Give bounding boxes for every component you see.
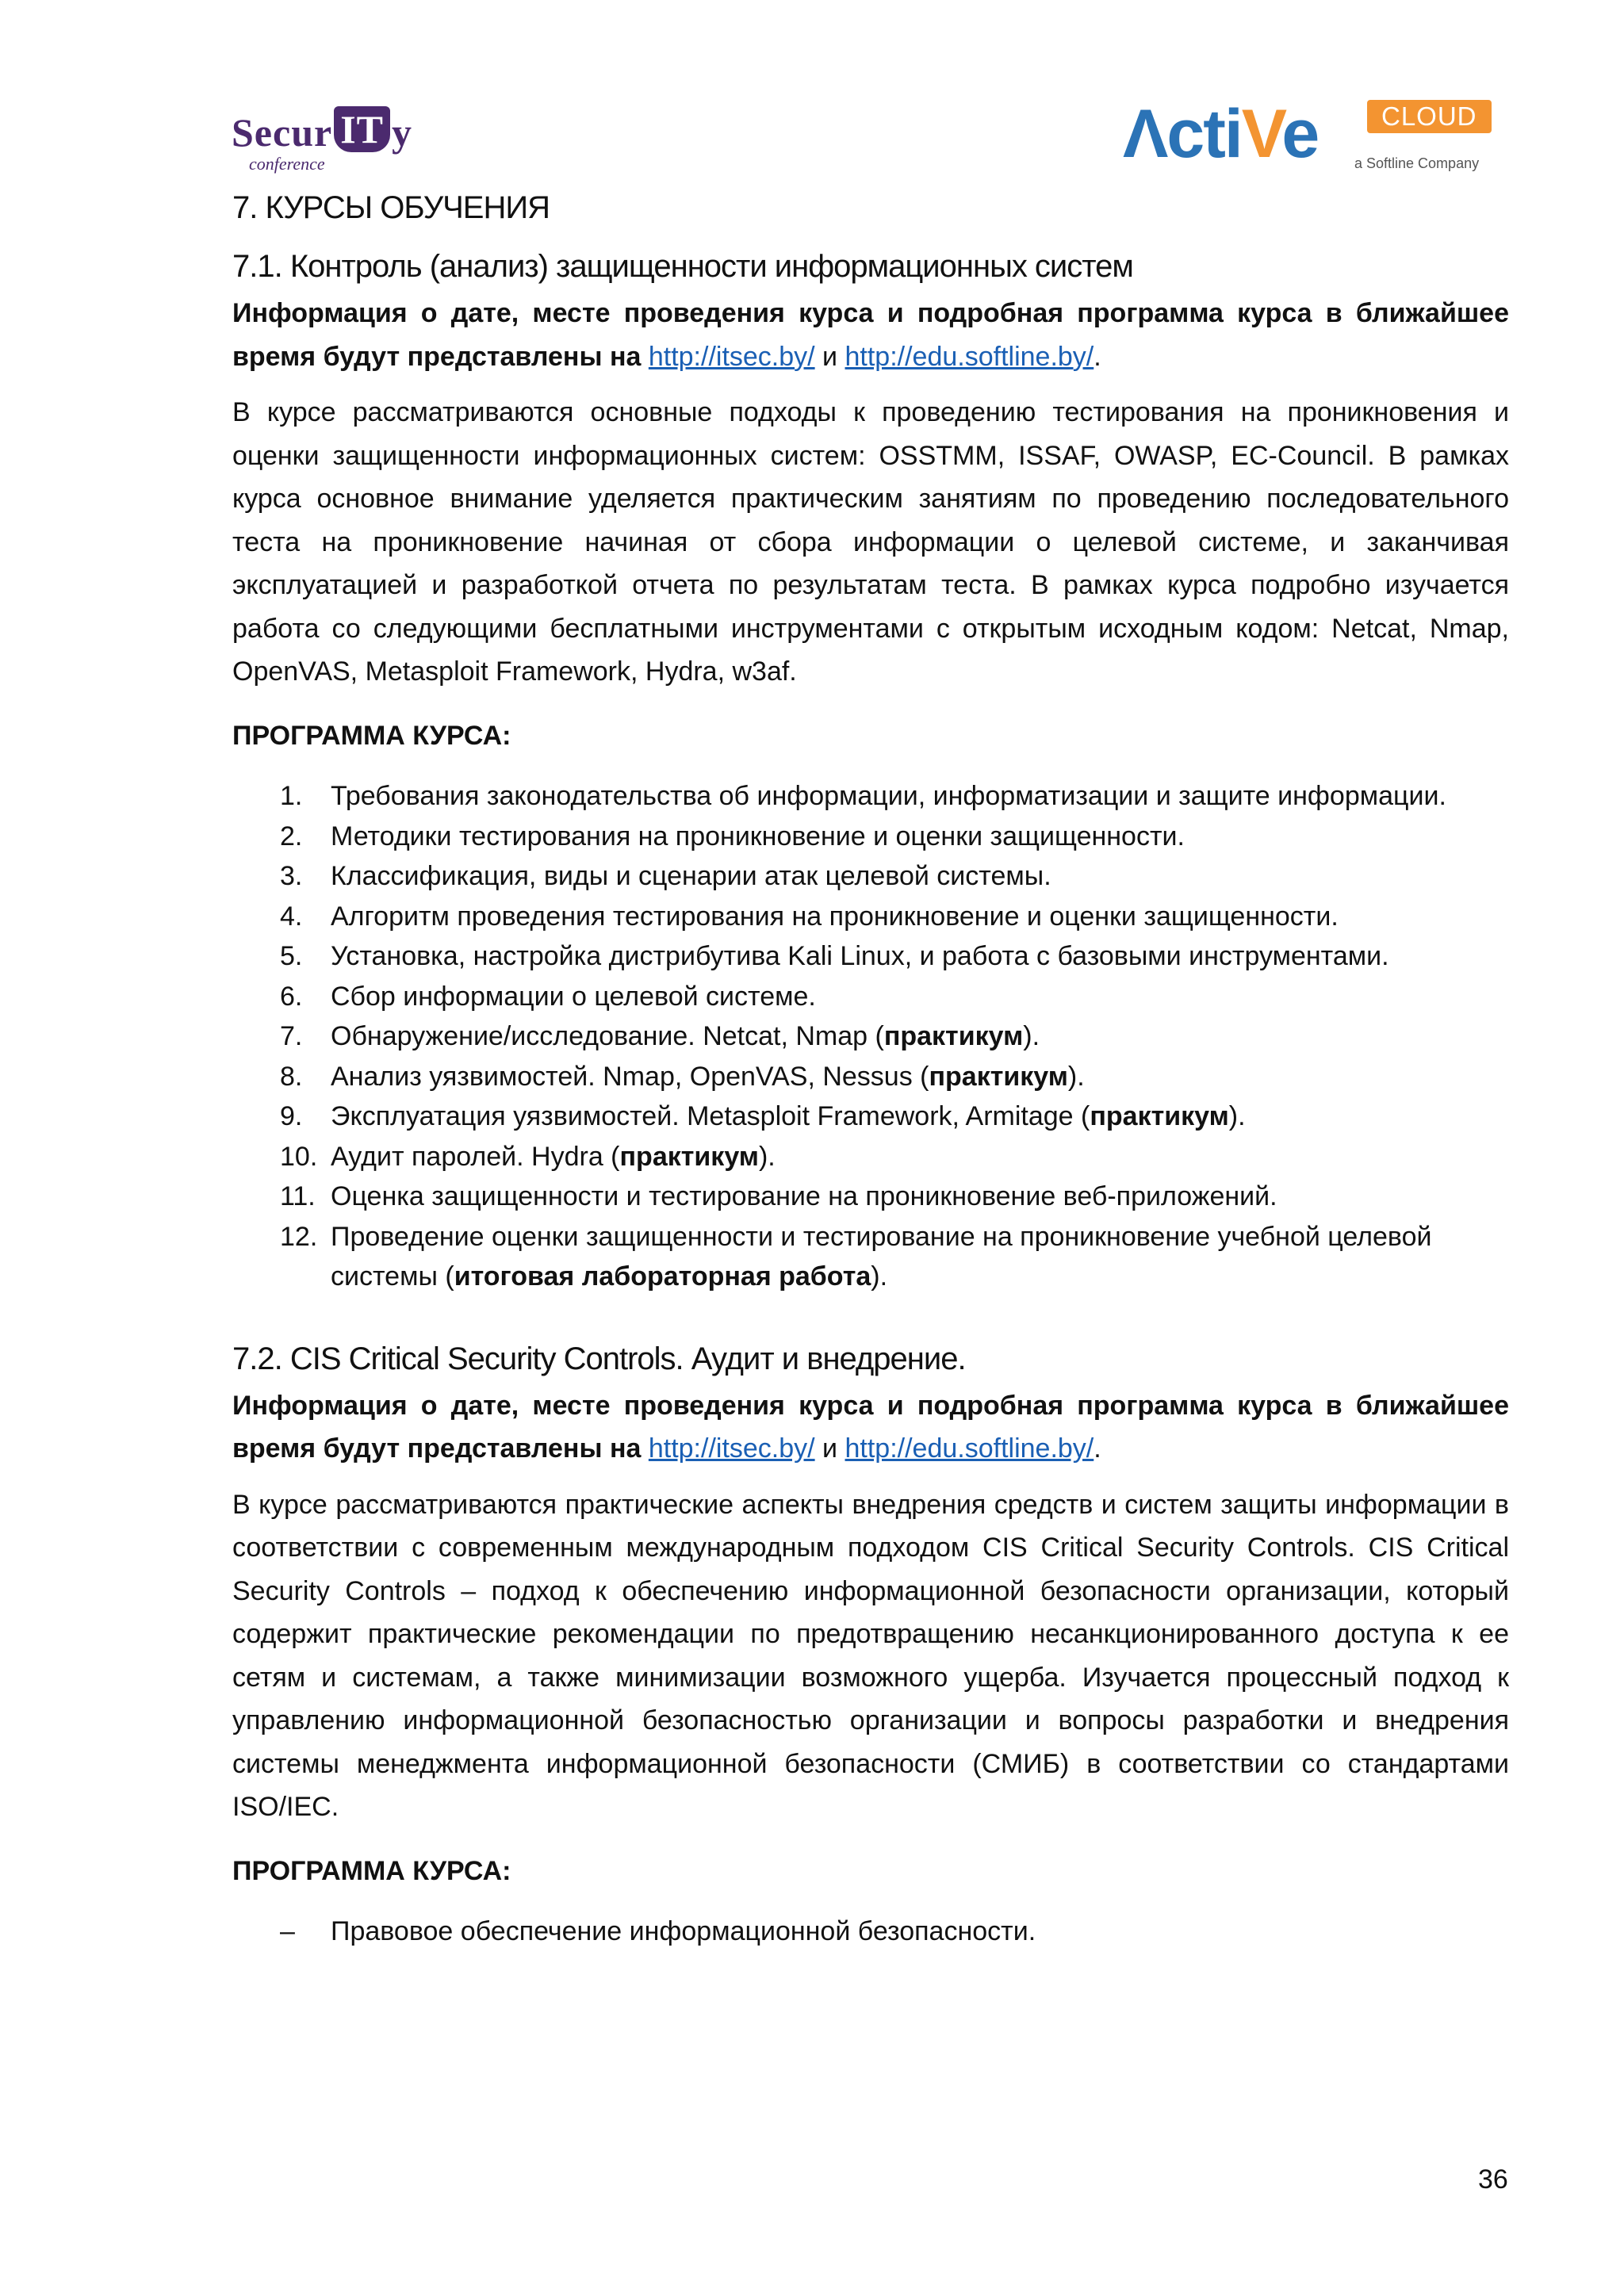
- shield-icon: IT: [334, 106, 390, 152]
- list-item: – Правовое обеспечение информационной безопасности.: [280, 1911, 1509, 1952]
- course-description: В курсе рассматриваются практические аспекты внедрения средств и систем защиты информации в соответствии с современным международным подходом CIS Critical Security Controls. CIS Critical Security Controls – подход к обеспечению информационной безопасности организации, который содержит практические рекомендации по предотвращению несанкционированного доступа к ее сетям и системам, а также минимизации возможного ущерба. Изучается процессный подход к управлению информационной безопасностью организации и вопросы разработки и внедрения системы менеджмента информационной безопасности (СМИБ) в соответствии со стандартами ISO/IEC.: [232, 1489, 1509, 1822]
- course-description: В курсе рассматриваются основные подходы к проведению тестирования на проникновения и оценки защищенности информационных систем: OSSTMM, ISSAF, OWASP, EC-Council. В рамках курса основное внимание уделяется практическим занятиям по проведению последовательного теста на проникновение начиная от сбора информации о целевой системе, и заканчивая эксплуатацией и разработкой отчета по результатам теста. В рамках курса подробно изучается работа со следующими бесплатными инструментами с открытым исходным кодом: Netcat, Nmap, OpenVAS, Metasploit Framework, Hydra, w3af.: [232, 397, 1509, 687]
- section-heading: 7.1. Контроль (анализ) защищенности информационных систем: [232, 249, 1133, 284]
- program-heading: ПРОГРАММА КУРСА:: [232, 1855, 511, 1886]
- program-heading: ПРОГРАММА КУРСА:: [232, 720, 511, 751]
- security-conference-logo: [232, 97, 414, 173]
- page-number: 36: [1478, 2164, 1508, 2195]
- list-item: 10. Аудит паролей. Hydra (практикум).: [280, 1141, 776, 1172]
- logo-brand: ΛctiVe: [1123, 96, 1319, 172]
- logo-cloud-badge: CLOUD: [1367, 100, 1492, 133]
- page-title: 7. КУРСЫ ОБУЧЕНИЯ: [232, 190, 550, 225]
- active-cloud-logo: [1123, 96, 1503, 176]
- program-list: [232, 1911, 1509, 1952]
- logo-subtitle: conference: [249, 154, 325, 174]
- dash-bullet: –: [280, 1916, 295, 1946]
- list-item: 6. Сбор информации о целевой системе.: [280, 981, 816, 1012]
- info-paragraph: Информация о дате, месте проведения курса и подробная программа курса в ближайшее время будут представлены на http://itsec.by/ и http://edu.softline.by/.: [232, 298, 1509, 372]
- section-heading: 7.2. CIS Critical Security Controls. Аудит и внедрение.: [232, 1341, 966, 1376]
- list-item: 2. Методики тестирования на проникновение и оценки защищенности.: [280, 821, 1185, 851]
- list-item: 1. Требования законодательства об информации, информатизации и защите информации.: [280, 781, 1446, 811]
- itsec-link[interactable]: http://itsec.by/: [648, 341, 815, 372]
- edu-softline-link[interactable]: http://edu.softline.by/: [845, 1433, 1094, 1464]
- document-body: [232, 189, 1509, 1952]
- logo-tagline: a Softline Company: [1354, 155, 1480, 171]
- logo-wordmark: Secur IT y: [232, 107, 413, 155]
- info-paragraph: Информация о дате, месте проведения курса и подробная программа курса в ближайшее время будут представлены на http://itsec.by/ и http://edu.softline.by/.: [232, 1390, 1509, 1464]
- edu-softline-link[interactable]: http://edu.softline.by/: [845, 341, 1094, 372]
- list-item: 4. Алгоритм проведения тестирования на проникновение и оценки защищенности.: [280, 901, 1339, 932]
- list-item: 5. Установка, настройка дистрибутива Kali Linux, и работа с базовыми инструментами.: [280, 941, 1389, 971]
- list-item: 7. Обнаружение/исследование. Netcat, Nmap (практикум).: [280, 1021, 1040, 1051]
- section-7-2: [232, 1340, 1509, 1952]
- list-item: 12. Проведение оценки защищенности и тестирование на проникновение учебной целевой системы (итоговая лабораторная работа).: [280, 1221, 1432, 1292]
- list-item: 9. Эксплуатация уязвимостей. Metasploit Framework, Armitage (практикум).: [280, 1101, 1246, 1131]
- list-item: 3. Классификация, виды и сценарии атак целевой системы.: [280, 861, 1051, 891]
- program-list: [232, 776, 1509, 1297]
- itsec-link[interactable]: http://itsec.by/: [648, 1433, 815, 1464]
- list-item: 8. Анализ уязвимостей. Nmap, OpenVAS, Nessus (практикум).: [280, 1061, 1085, 1092]
- section-7-1: [232, 247, 1509, 1297]
- list-item: 11. Оценка защищенности и тестирование на проникновение веб-приложений.: [280, 1181, 1277, 1211]
